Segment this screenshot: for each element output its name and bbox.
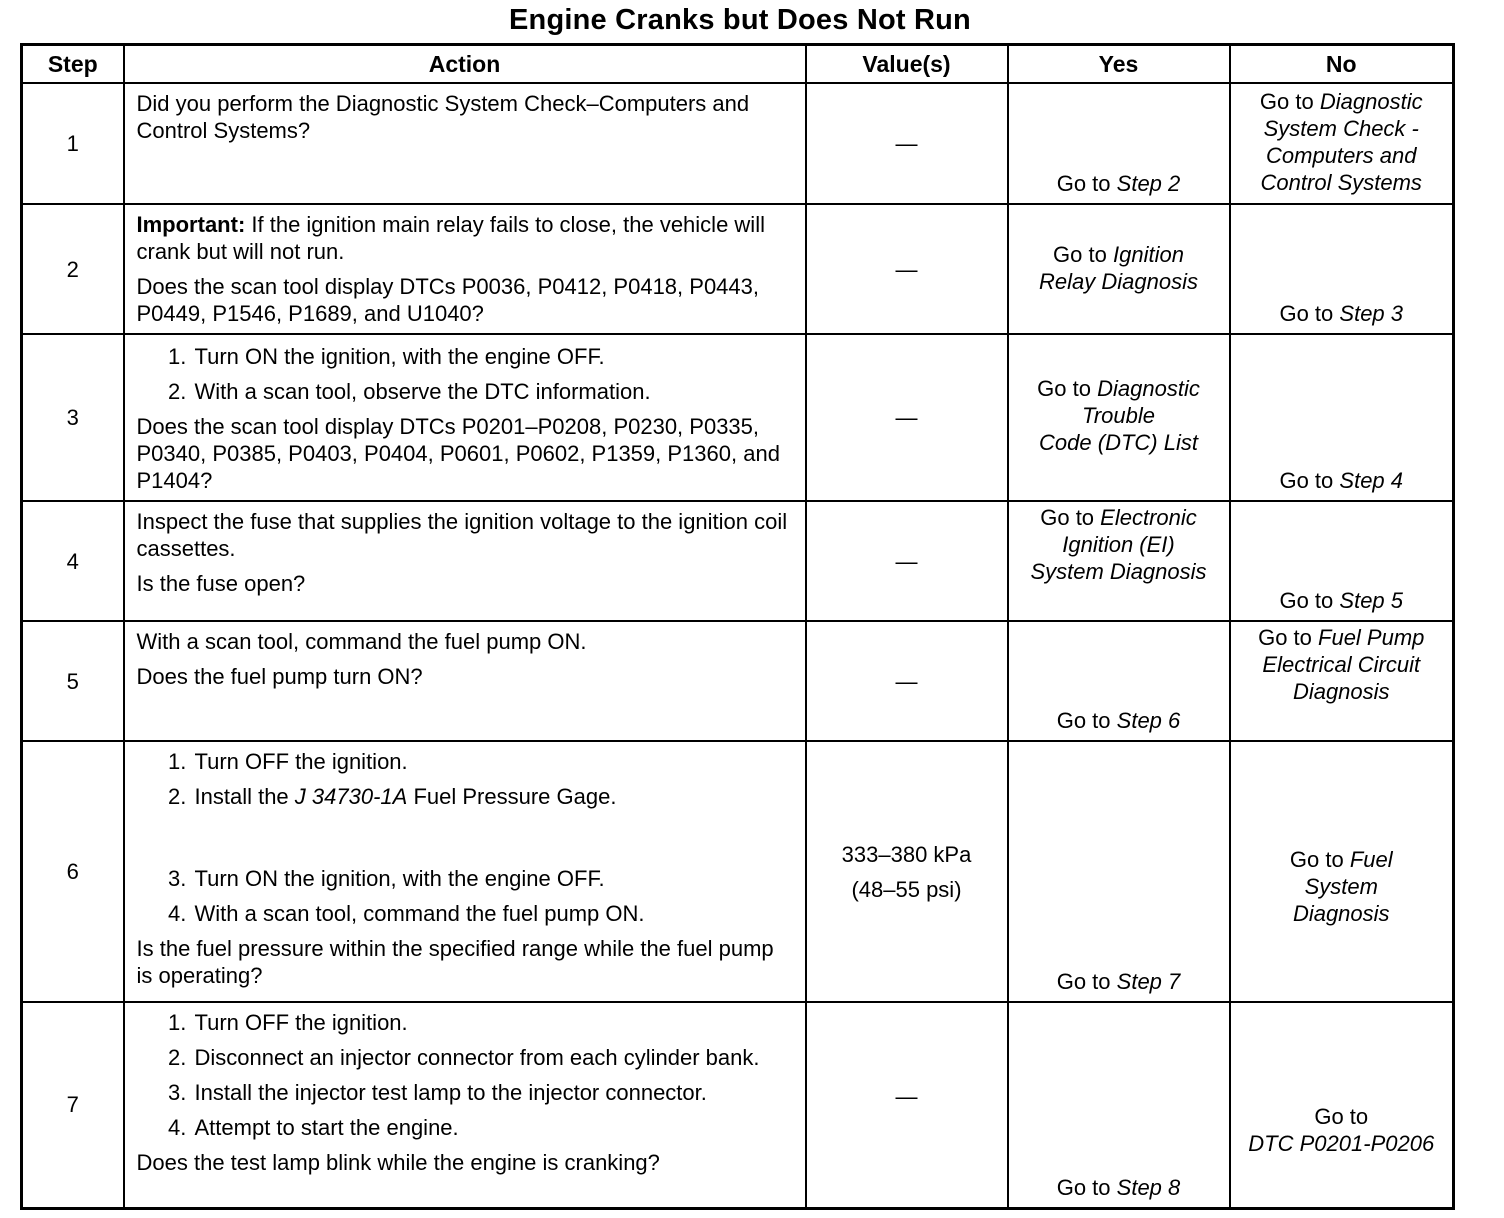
action-steps [137, 865, 795, 927]
value-cell [806, 83, 1008, 204]
no-cell [1230, 1002, 1454, 1208]
yes-cell [1008, 741, 1230, 1002]
yes-cell [1008, 501, 1230, 621]
list-item: 1. Turn ON the ignition, with the engine OFF. [193, 343, 795, 370]
action-cell [124, 1002, 806, 1208]
yes-link[interactable]: Go to Step 6 [1056, 708, 1181, 733]
action-question: Does the scan tool display DTCs P0036, P0412, P0418, P0443, P0449, P1546, P1689, and U1040? [136, 274, 759, 326]
no-link[interactable]: Go to DTC P0201-P0206 [1248, 1103, 1435, 1156]
value-cell [806, 501, 1008, 621]
header-yes: Yes [1008, 45, 1230, 84]
step-number: 4 [22, 501, 124, 621]
header-no: No [1230, 45, 1454, 84]
yes-link[interactable]: Go to Ignition Relay Diagnosis [1039, 242, 1198, 294]
action-cell [124, 741, 806, 1002]
value-cell [806, 741, 1008, 1002]
table-row [22, 204, 1454, 334]
yes-cell [1008, 334, 1230, 501]
action-text: With a scan tool, command the fuel pump ON. [136, 629, 587, 654]
action-text: Inspect the fuse that supplies the ignition voltage to the ignition coil cassettes. [136, 509, 788, 561]
yes-link[interactable]: Go to Diagnostic Trouble Code (DTC) List [1037, 376, 1200, 455]
action-steps [137, 1009, 795, 1141]
yes-link[interactable]: Go to Step 8 [1056, 1174, 1181, 1200]
value-cell [806, 621, 1008, 741]
list-item: 2. With a scan tool, observe the DTC information. [193, 378, 795, 405]
page-title: Engine Cranks but Does Not Run [509, 4, 971, 36]
table-row [22, 741, 1454, 1002]
action-steps [137, 748, 795, 810]
no-cell [1230, 204, 1454, 334]
action-text: Did you perform the Diagnostic System Check–Computers and Control Systems? [136, 91, 750, 143]
step-number: 1 [22, 83, 124, 204]
pressure-kpa: 333–380 kPa [841, 841, 972, 867]
step-number: 5 [22, 621, 124, 741]
value-dash: — [895, 668, 918, 694]
step-number: 2 [22, 204, 124, 334]
action-cell [124, 83, 806, 204]
diagnostic-table [20, 43, 1455, 1210]
step-number: 3 [22, 334, 124, 501]
no-cell [1230, 334, 1454, 501]
yes-cell [1008, 204, 1230, 334]
value-cell [806, 334, 1008, 501]
tool-name: J 34730-1A [294, 784, 408, 809]
table-row [22, 334, 1454, 501]
table-header-row [22, 45, 1454, 84]
action-question: Is the fuse open? [136, 571, 306, 596]
action-steps [137, 343, 795, 405]
yes-link[interactable]: Go to Step 2 [1056, 171, 1181, 196]
yes-link[interactable]: Go to Step 7 [1056, 969, 1181, 994]
action-cell [124, 621, 806, 741]
list-item: 3. Turn ON the ignition, with the engine OFF. [193, 865, 795, 892]
no-link[interactable]: Go to Fuel Pump Electrical Circuit Diagnosis [1258, 625, 1425, 704]
list-item: 4. With a scan tool, command the fuel pump ON. [193, 900, 795, 927]
no-cell [1230, 83, 1454, 204]
list-item: 3. Install the injector test lamp to the injector connector. [193, 1079, 795, 1106]
value-dash: — [895, 1084, 918, 1109]
no-cell [1230, 501, 1454, 621]
value-dash: — [895, 131, 918, 156]
value-dash: — [895, 548, 918, 574]
table-row [22, 501, 1454, 621]
yes-cell [1008, 621, 1230, 741]
step-number: 6 [22, 741, 124, 1002]
action-question: Does the test lamp blink while the engine is cranking? [136, 1150, 660, 1175]
figure-space [137, 810, 795, 865]
header-values: Value(s) [806, 45, 1008, 84]
important-note: Important: If the ignition main relay fails to close, the vehicle will crank but will not run. [136, 212, 765, 264]
action-cell [124, 501, 806, 621]
no-link[interactable]: Go to Step 5 [1279, 588, 1404, 613]
no-link[interactable]: Go to Step 4 [1279, 468, 1404, 493]
action-cell [124, 204, 806, 334]
value-dash: — [895, 256, 918, 282]
yes-cell [1008, 83, 1230, 204]
list-item: 2. Install the J 34730-1A Fuel Pressure Gage. [193, 783, 795, 810]
no-link[interactable]: Go to Step 3 [1279, 301, 1404, 326]
value-dash: — [895, 405, 918, 430]
table-row [22, 83, 1454, 204]
list-item: 1. Turn OFF the ignition. [193, 1009, 795, 1036]
action-question: Does the fuel pump turn ON? [136, 664, 423, 689]
step-number: 7 [22, 1002, 124, 1208]
list-item: 4. Attempt to start the engine. [193, 1114, 795, 1141]
no-link[interactable]: Go to Diagnostic System Check - Computers and Control Systems [1259, 89, 1423, 195]
action-cell [124, 334, 806, 501]
pressure-psi: (48–55 psi) [851, 876, 962, 902]
value-cell [806, 204, 1008, 334]
yes-link[interactable]: Go to Electronic Ignition (EI) System Diagnosis [1030, 505, 1207, 584]
header-action: Action [124, 45, 806, 84]
no-link[interactable]: Go to Fuel System Diagnosis [1289, 847, 1393, 926]
yes-cell [1008, 1002, 1230, 1208]
no-cell [1230, 621, 1454, 741]
table-row [22, 621, 1454, 741]
action-question: Does the scan tool display DTCs P0201–P0208, P0230, P0335, P0340, P0385, P0403, P0404, P0601, P0602, P1359, P1360, and P1404? [136, 414, 780, 493]
list-item: 2. Disconnect an injector connector from each cylinder bank. [193, 1044, 795, 1071]
action-question: Is the fuel pressure within the specified range while the fuel pump is operating? [136, 936, 774, 988]
list-item: 1. Turn OFF the ignition. [193, 748, 795, 775]
no-cell [1230, 741, 1454, 1002]
value-cell [806, 1002, 1008, 1208]
header-step: Step [22, 45, 124, 84]
table-row [22, 1002, 1454, 1208]
